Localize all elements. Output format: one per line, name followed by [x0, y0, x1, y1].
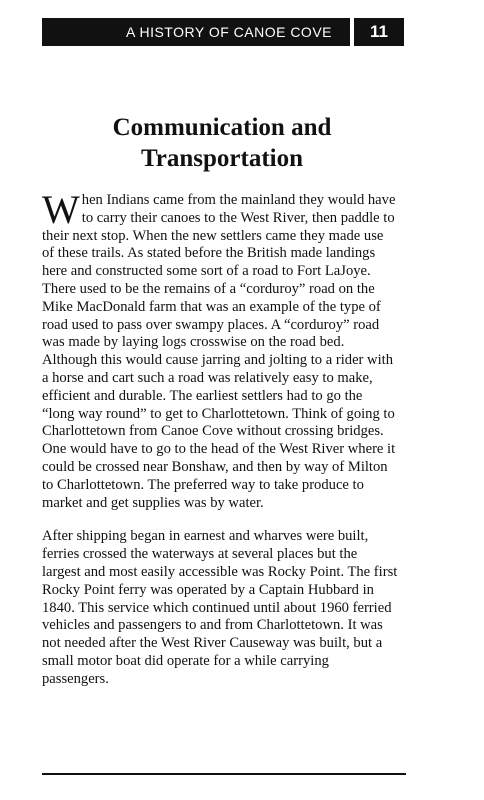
- paragraph-1: [42, 187, 398, 512]
- paragraph-1-text: hen Indians came from the mainland they would have to carry their canoes to the West River, then paddle to their next stop. When the new settlers came they made use of these trails. As stated before the British made landings here and constructed some sort of a road to Fort LaJoye. There used to be the remains of a “corduroy” road on the Mike MacDonald farm that was an example of the type of road used to pass over swampy places. A “corduroy” road was made by laying logs crosswise on the road bed. Although this would cause jarring and jolting to a rider with a horse and cart such a road was relatively easy to make, efficient and durable. The earliest settlers had to go the “long way round” to get to Charlottetown. Think of going to Charlottetown from Canoe Cove without crossing bridges. One would have to go to the head of the West River where it could be crossed near Bonshaw, and then by way of Milton to Charlottetown. The preferred way to take produce to market and get supplies was by water.: [42, 192, 396, 511]
- book-title-bar: [42, 18, 350, 46]
- chapter-title-line2: Transportation: [140, 145, 304, 172]
- running-header: [42, 18, 404, 46]
- paragraph-2: After shipping began in earnest and wharves were built, ferries crossed the waterways at several places but the largest and most easily accessible was Rocky Point. The first Rocky Point ferry was operated by a Captain Hubbard in 1840. This service which continued until about 1960 ferried vehicles and passengers to and from Charlottetown. It was not needed after the West River Causeway was built, but a small motor boat did operate for a while carrying passengers.: [42, 528, 398, 687]
- body-text: [42, 187, 398, 689]
- chapter-title-line1: Communication and: [112, 114, 332, 141]
- page-number-text: 11: [370, 22, 388, 41]
- book-title: A HISTORY OF CANOE COVE: [126, 24, 332, 40]
- drop-cap: W: [42, 187, 80, 232]
- footer-rule: [42, 773, 406, 775]
- page-number: [354, 18, 404, 46]
- chapter-title: [42, 112, 402, 174]
